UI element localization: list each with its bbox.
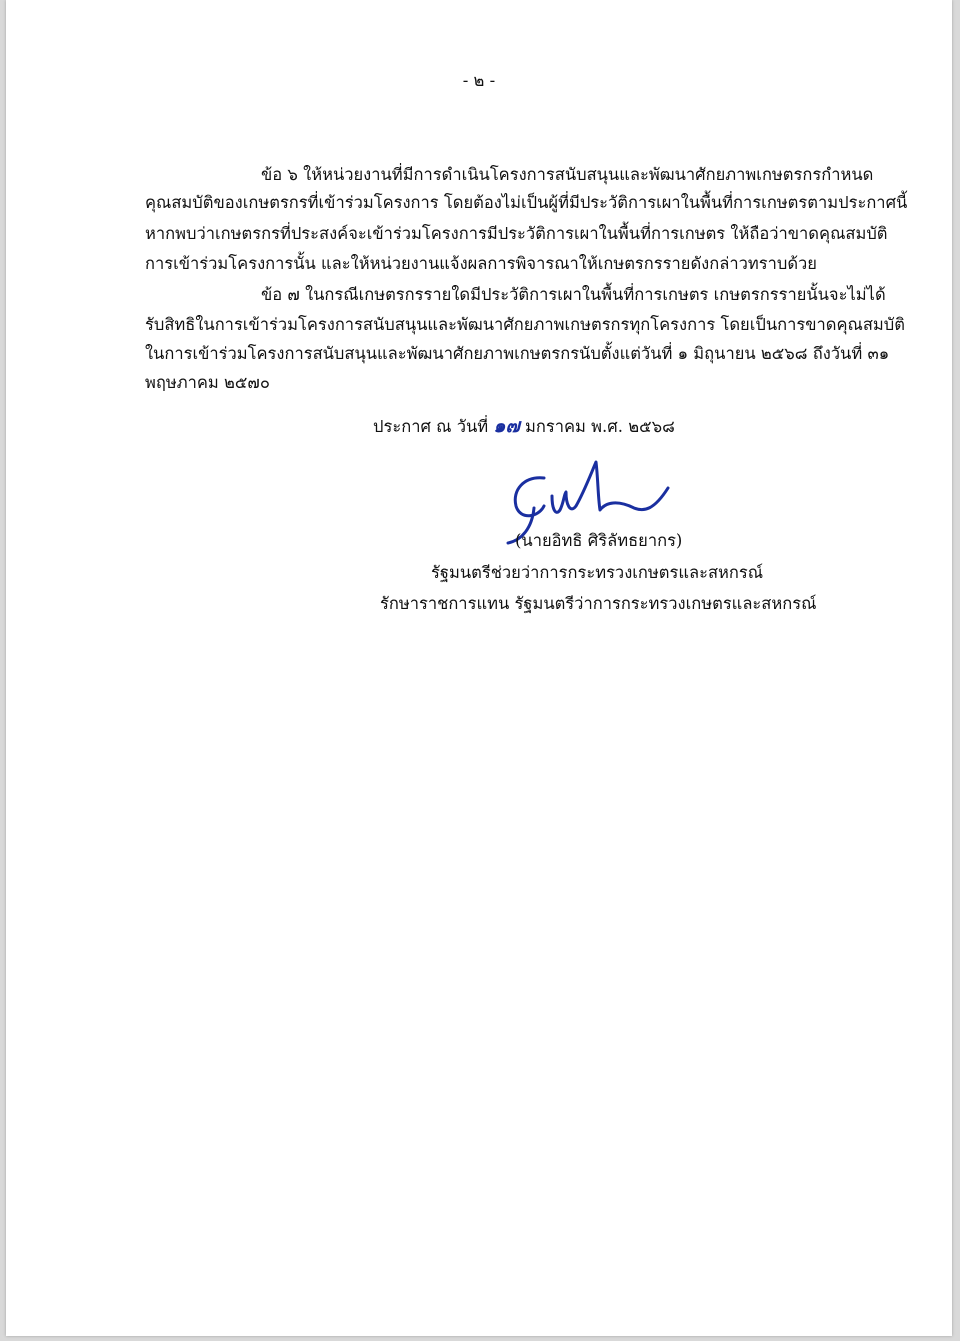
clause-7-line-3: ในการเข้าร่วมโครงการสนับสนุนและพัฒนาศักยภาพเกษตรกรนับตั้งแต่วันที่ ๑ มิถุนายน ๒๕๖๘ ถึงวันที่ ๓๑ <box>145 344 890 363</box>
clause-6-line-4: การเข้าร่วมโครงการนั้น และให้หน่วยงานแจ้งผลการพิจารณาให้เกษตรกรรายดังกล่าวทราบด้วย <box>145 254 817 273</box>
signatory-name: (นายอิทธิ ศิริลัทธยากร) <box>515 531 683 550</box>
document-body <box>6 0 952 1336</box>
clause-6-line-3: หากพบว่าเกษตรกรที่ประสงค์จะเข้าร่วมโครงการมีประวัติการเผาในพื้นที่การเกษตร ให้ถือว่าขาดคุณสมบัติ <box>145 224 888 243</box>
clause-7-line-1: ข้อ ๗ ในกรณีเกษตรกรรายใดมีประวัติการเผาในพื้นที่การเกษตร เกษตรกรรายนั้นจะไม่ได้ <box>261 285 886 304</box>
signatory-title-1: รัฐมนตรีช่วยว่าการกระทรวงเกษตรและสหกรณ์ <box>431 563 764 582</box>
announcement-prefix: ประกาศ ณ วันที่ <box>373 417 489 436</box>
clause-7-line-2: รับสิทธิในการเข้าร่วมโครงการสนับสนุนและพัฒนาศักยภาพเกษตรกรทุกโครงการ โดยเป็นการขาดคุณสมบัติ <box>145 315 905 334</box>
handwritten-day: ๑๗ <box>493 415 520 437</box>
clause-6-line-2: คุณสมบัติของเกษตรกรที่เข้าร่วมโครงการ โดยต้องไม่เป็นผู้ที่มีประวัติการเผาในพื้นที่การเกษตรตามประกาศนี้ <box>145 193 908 212</box>
signatory-title-2: รักษาราชการแทน รัฐมนตรีว่าการกระทรวงเกษตรและสหกรณ์ <box>380 594 817 613</box>
announcement-date <box>373 415 675 438</box>
document-page <box>6 0 952 1336</box>
clause-6-line-1: ข้อ ๖ ให้หน่วยงานที่มีการดำเนินโครงการสนับสนุนและพัฒนาศักยภาพเกษตรกรกำหนด <box>261 165 874 184</box>
page-number: - ๒ - <box>462 71 496 90</box>
announcement-suffix: มกราคม พ.ศ. ๒๕๖๘ <box>525 417 675 436</box>
clause-7-line-4: พฤษภาคม ๒๕๗๐ <box>145 373 270 392</box>
